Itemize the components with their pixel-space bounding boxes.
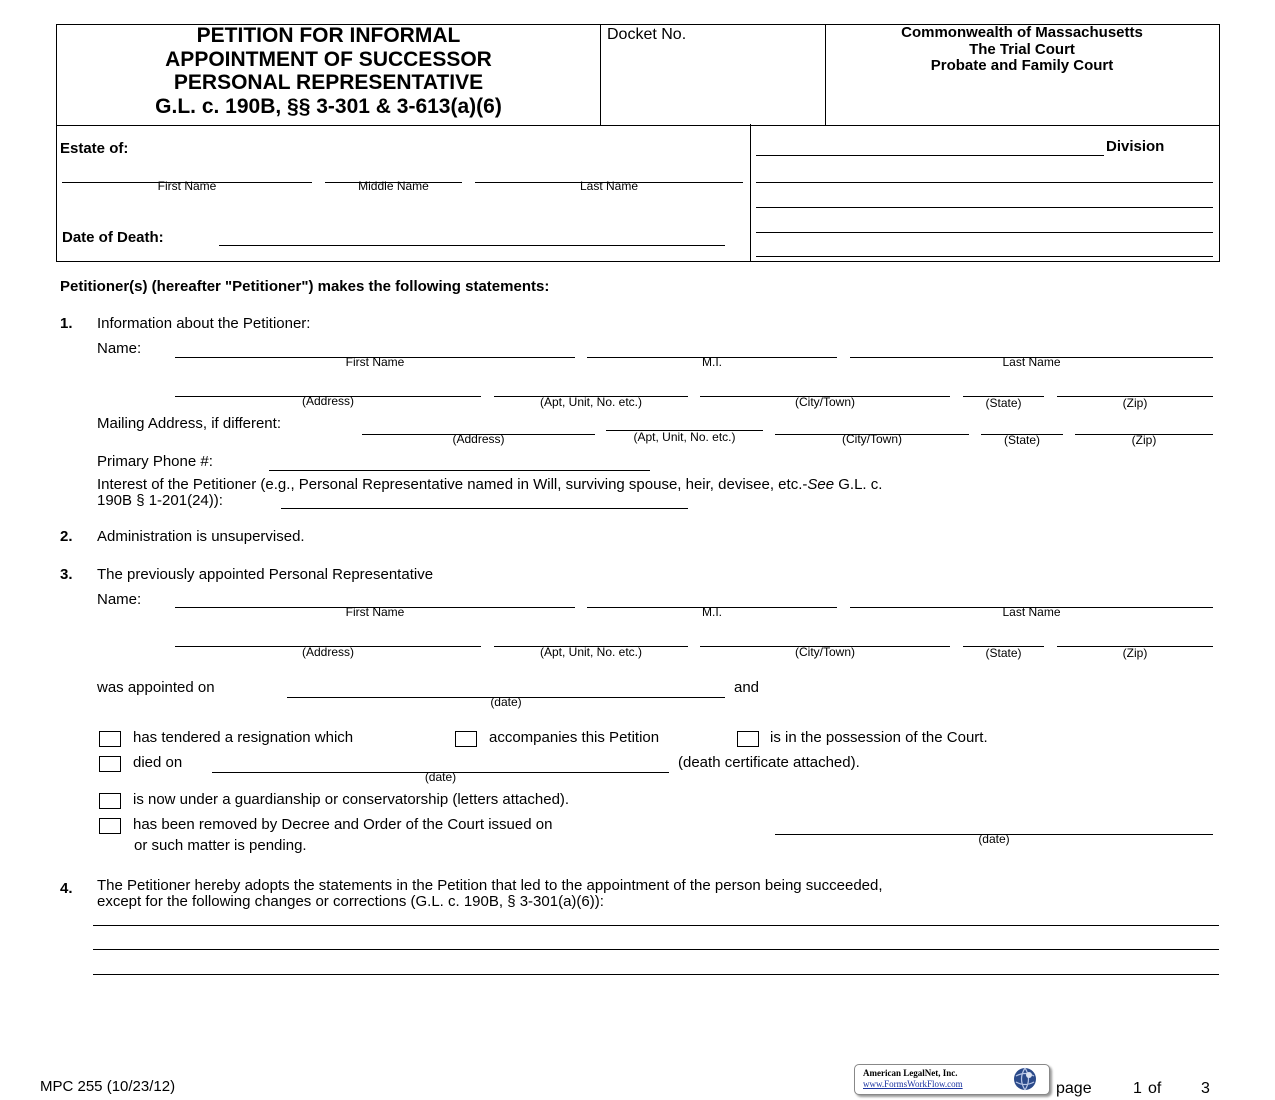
guardianship-label: is now under a guardianship or conservatorship (letters attached). bbox=[133, 791, 570, 808]
estate-label: Estate of: bbox=[60, 140, 129, 157]
petitioner-city-caption: (City/Town) bbox=[794, 395, 855, 409]
division-label: Division bbox=[1106, 138, 1165, 155]
interest-line bbox=[281, 508, 688, 509]
page-total: 3 bbox=[1201, 1080, 1210, 1097]
court-address-line bbox=[756, 182, 1213, 183]
docket-number-input[interactable] bbox=[607, 60, 821, 78]
pending-label: or such matter is pending. bbox=[134, 837, 307, 854]
removed-label: has been removed by Decree and Order of the Court issued on bbox=[133, 816, 553, 833]
mailing-zip-caption: (Zip) bbox=[1131, 433, 1157, 447]
removed-checkbox[interactable] bbox=[99, 818, 121, 834]
court-line: Probate and Family Court bbox=[930, 57, 1114, 74]
primary-phone-input[interactable] bbox=[269, 453, 654, 471]
mailing-city-caption: (City/Town) bbox=[841, 432, 902, 446]
petitioner-name-label: Name: bbox=[97, 340, 142, 357]
publisher-logo[interactable] bbox=[854, 1064, 1050, 1095]
header-divider-1 bbox=[600, 24, 601, 125]
petitioner-last-name-caption: Last Name bbox=[1002, 355, 1061, 369]
changes-input[interactable] bbox=[93, 932, 1223, 950]
form-title-line: PETITION FOR INFORMAL bbox=[196, 24, 461, 47]
page-label: page bbox=[1056, 1080, 1092, 1097]
resignation-label: has tendered a resignation which bbox=[133, 729, 354, 746]
prior-rep-mi-caption: M.I. bbox=[702, 605, 722, 619]
court-address-line bbox=[756, 256, 1213, 257]
mailing-address-caption: (Address) bbox=[452, 432, 505, 446]
intro-statement: Petitioner(s) (hereafter "Petitioner") makes the following statements: bbox=[60, 278, 550, 295]
appointed-date-caption: (date) bbox=[490, 695, 522, 709]
death-certificate-label: (death certificate attached). bbox=[678, 754, 860, 771]
interest-input[interactable] bbox=[281, 491, 692, 509]
estate-first-name-caption: First Name bbox=[157, 179, 217, 193]
prior-rep-address-caption: (Address) bbox=[301, 645, 354, 659]
petitioner-apt-caption: (Apt, Unit, No. etc.) bbox=[539, 395, 643, 409]
publisher-name: American LegalNet, Inc. bbox=[863, 1068, 958, 1078]
page-of-label: of bbox=[1148, 1080, 1162, 1097]
primary-phone-line bbox=[269, 470, 650, 471]
date-of-death-label: Date of Death: bbox=[62, 229, 164, 246]
prior-rep-apt-caption: (Apt, Unit, No. etc.) bbox=[539, 645, 643, 659]
form-title-line: APPOINTMENT OF SUCCESSOR bbox=[165, 47, 492, 71]
estate-divider bbox=[750, 124, 751, 262]
section-2-text: Administration is unsupervised. bbox=[97, 528, 305, 545]
resignation-checkbox[interactable] bbox=[99, 731, 121, 747]
form-statute: G.L. c. 190B, §§ 3-301 & 3-613(a)(6) bbox=[155, 94, 502, 118]
section-1-number: 1. bbox=[60, 315, 73, 332]
changes-input[interactable] bbox=[93, 908, 1223, 926]
section-3-number: 3. bbox=[60, 566, 73, 583]
prior-rep-state-caption: (State) bbox=[985, 646, 1022, 660]
division-line bbox=[756, 155, 1104, 156]
prior-rep-first-name-caption: First Name bbox=[345, 605, 405, 619]
court-line: The Trial Court bbox=[969, 40, 1075, 58]
court-address-line bbox=[756, 232, 1213, 233]
death-date-caption: (date) bbox=[424, 770, 457, 784]
form-id: MPC 255 (10/23/12) bbox=[40, 1078, 176, 1095]
interest-label-cont: 190B § 1-201(24)): bbox=[97, 492, 223, 509]
primary-phone-label: Primary Phone #: bbox=[97, 453, 213, 470]
removal-date-caption: (date) bbox=[978, 832, 1010, 846]
estate-middle-name-caption: Middle Name bbox=[358, 179, 429, 193]
docket-label: Docket No. bbox=[607, 26, 687, 43]
section-3-heading: The previously appointed Personal Representative bbox=[97, 566, 434, 583]
changes-line bbox=[93, 925, 1219, 926]
accompanies-petition-label: accompanies this Petition bbox=[489, 729, 660, 746]
prior-rep-last-name-caption: Last Name bbox=[1002, 605, 1061, 619]
interest-see: See bbox=[807, 476, 835, 493]
court-line: Commonwealth of Massachusetts bbox=[901, 24, 1143, 41]
prior-rep-name-label: Name: bbox=[97, 591, 142, 608]
changes-line bbox=[93, 974, 1219, 975]
court-possession-label: is in the possession of the Court. bbox=[770, 729, 988, 746]
mailing-state-caption: (State) bbox=[1003, 433, 1040, 447]
form-title-line: PERSONAL REPRESENTATIVE bbox=[173, 71, 484, 94]
died-label: died on bbox=[133, 754, 183, 771]
section-1-heading: Information about the Petitioner: bbox=[97, 315, 311, 332]
mailing-address-label: Mailing Address, if different: bbox=[97, 415, 281, 432]
changes-line bbox=[93, 949, 1219, 950]
court-address-line bbox=[756, 207, 1213, 208]
petitioner-first-name-caption: First Name bbox=[345, 355, 405, 369]
publisher-url: www.FormsWorkFlow.com bbox=[863, 1079, 963, 1089]
date-of-death-line bbox=[219, 245, 725, 246]
petitioner-address-caption: (Address) bbox=[301, 394, 354, 408]
division-input[interactable] bbox=[756, 138, 1108, 156]
accompanies-petition-checkbox[interactable] bbox=[455, 731, 477, 747]
prior-rep-zip-caption: (Zip) bbox=[1122, 646, 1148, 660]
petitioner-state-caption: (State) bbox=[985, 396, 1022, 410]
court-possession-checkbox[interactable] bbox=[737, 731, 759, 747]
court-name bbox=[826, 25, 1218, 75]
section-4-text-cont: except for the following changes or corrections (G.L. c. 190B, § 3-301(a)(6)): bbox=[97, 893, 604, 910]
changes-input[interactable] bbox=[93, 957, 1223, 975]
section-2-number: 2. bbox=[60, 528, 73, 545]
estate-last-name-caption: Last Name bbox=[579, 179, 639, 193]
guardianship-checkbox[interactable] bbox=[99, 793, 121, 809]
prior-rep-city-caption: (City/Town) bbox=[794, 645, 855, 659]
globe-icon bbox=[1013, 1067, 1037, 1091]
died-checkbox[interactable] bbox=[99, 756, 121, 772]
petitioner-mi-caption: M.I. bbox=[702, 355, 722, 369]
section-4-number: 4. bbox=[60, 880, 73, 897]
appointed-on-label: was appointed on bbox=[97, 679, 215, 696]
petitioner-zip-caption: (Zip) bbox=[1122, 396, 1148, 410]
date-of-death-input[interactable] bbox=[219, 228, 729, 246]
section-4-text: The Petitioner hereby adopts the statements in the Petition that led to the appointment of the person being succeeded, bbox=[97, 877, 883, 894]
mailing-apt-caption: (Apt, Unit, No. etc.) bbox=[633, 430, 736, 444]
interest-citation: G.L. c. bbox=[834, 476, 883, 493]
form-title bbox=[57, 24, 600, 118]
and-label: and bbox=[734, 679, 760, 696]
page-number: 1 bbox=[1133, 1080, 1142, 1097]
interest-text: Interest of the Petitioner (e.g., Personal Representative named in Will, surviving spouse, heir, devisee, etc.- bbox=[97, 476, 808, 493]
